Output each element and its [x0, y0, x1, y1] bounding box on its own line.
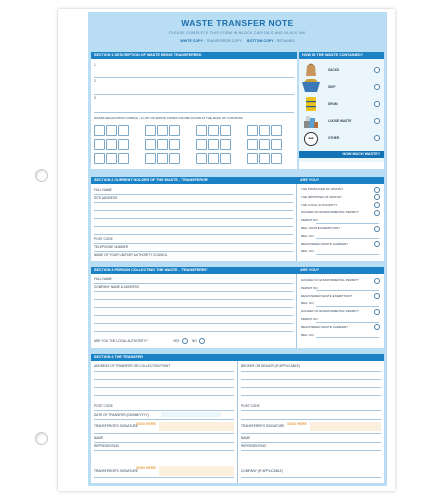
- permit-reg-number-label: PERMIT NO.: [301, 218, 319, 223]
- waste-code-box[interactable]: [106, 125, 117, 136]
- transferor-postcode-field[interactable]: [94, 243, 293, 244]
- option-other-checkbox[interactable]: [374, 135, 380, 141]
- transferor-full-name-field[interactable]: [94, 194, 293, 195]
- section-3-are-you-header: ARE YOU?: [297, 267, 384, 274]
- transferee-name-label: NAME: [241, 436, 251, 440]
- permit-reg-number-field[interactable]: [316, 322, 379, 323]
- transferor-signature-label: TRANSFEROR'S SIGNATURE: [94, 424, 138, 428]
- description-line-1[interactable]: [94, 77, 294, 78]
- bottom-copy-label: BOTTOM COPY: [246, 39, 274, 43]
- waste-code-box[interactable]: [259, 153, 270, 164]
- section-4: [91, 354, 384, 483]
- status-option-label: THE LOCAL AUTHORITY?: [301, 202, 338, 207]
- transferor-representing-label: REPRESENTING: [94, 444, 120, 448]
- waste-code-box[interactable]: [247, 139, 258, 150]
- option-drum-label: DRUM: [328, 102, 338, 106]
- transferor-name-field[interactable]: [94, 442, 234, 443]
- description-line-number: 2: [94, 79, 96, 83]
- transferor-telephone-label: TELEPHONE NUMBER: [94, 245, 129, 249]
- sacks-icon: [304, 61, 318, 77]
- broker-postcode-label: POST CODE: [241, 404, 260, 408]
- waste-code-box[interactable]: [157, 139, 168, 150]
- status-option-checkbox[interactable]: [374, 278, 380, 284]
- waste-code-box[interactable]: [145, 139, 156, 150]
- permit-reg-number-field[interactable]: [316, 223, 379, 224]
- status-option-checkbox[interactable]: [374, 309, 380, 315]
- transferor-address-line[interactable]: [94, 226, 293, 227]
- transferor-address-line[interactable]: [94, 210, 293, 211]
- yes-radio[interactable]: [182, 338, 188, 344]
- status-option-label: HOLDER OF ENVIRONMENTAL PERMIT?: [301, 309, 359, 314]
- waste-code-box[interactable]: [106, 139, 117, 150]
- sig2-underline: [94, 477, 234, 478]
- waste-code-box[interactable]: [196, 153, 207, 164]
- option-sacks-checkbox[interactable]: [374, 67, 380, 73]
- status-option-checkbox[interactable]: [374, 293, 380, 299]
- option-sacks-label: SACKS: [328, 68, 340, 72]
- option-skip-label: SKIP: [328, 85, 336, 89]
- waste-code-box[interactable]: [247, 125, 258, 136]
- transfer-address-line[interactable]: [94, 387, 234, 388]
- how-much-waste-header: [299, 151, 384, 158]
- waste-code-box[interactable]: [259, 139, 270, 150]
- permit-reg-number-label: PERMIT NO.: [301, 317, 319, 321]
- status-option-label: HOLDER OF ENVIRONMENTAL PERMIT?: [301, 210, 359, 215]
- waste-code-box[interactable]: [106, 153, 117, 164]
- regulation-codes-label: WASTE REGULATION CODE(S) - A LIST OF WASTE CODES CAN BE FOUND AT THE BACK OF THIS BOOK: [94, 116, 244, 120]
- status-option-checkbox[interactable]: [374, 210, 380, 216]
- no-radio[interactable]: [199, 338, 205, 344]
- waste-code-box[interactable]: [196, 125, 207, 136]
- transferee-name-field[interactable]: [241, 442, 381, 443]
- waste-code-box[interactable]: [145, 125, 156, 136]
- transfer-address-line[interactable]: [94, 379, 234, 380]
- transferee-signature-label: TRANSFEREE'S SIGNATURE: [241, 424, 285, 428]
- description-line-2[interactable]: [94, 94, 294, 95]
- transferee-full-name-field[interactable]: [94, 283, 293, 284]
- broker-extra-line[interactable]: [241, 419, 381, 420]
- how-much-waste-label: HOW MUCH WASTE?: [342, 152, 380, 156]
- waste-code-box[interactable]: [247, 153, 258, 164]
- waste-code-box[interactable]: [169, 153, 180, 164]
- form-title: WASTE TRANSFER NOTE: [181, 18, 294, 28]
- transferor-telephone-field[interactable]: [94, 251, 293, 252]
- white-copy-desc: - TRANSFEROR COPY: [202, 39, 242, 43]
- transferee-full-name-label: FULL NAME: [94, 277, 112, 281]
- status-option-label: REGISTERED WASTE CARRIER?: [301, 324, 348, 329]
- date-of-transfer-label: DATE OF TRANSFER (DD/MM/YYYY): [94, 413, 149, 417]
- sig-underline: [94, 433, 234, 434]
- transferor-name-label: NAME: [94, 436, 104, 440]
- option-skip-checkbox[interactable]: [374, 84, 380, 90]
- punch-hole-top: [35, 169, 48, 182]
- date-of-transfer-field[interactable]: [161, 412, 221, 417]
- section-2: [91, 177, 384, 261]
- status-option-checkbox[interactable]: [374, 194, 380, 200]
- description-line-3[interactable]: [94, 112, 294, 113]
- section-3-divider: [296, 274, 297, 348]
- waste-code-box[interactable]: [271, 139, 282, 150]
- form-sheet: [58, 9, 395, 491]
- permit-reg-number-label: REG. NO.: [301, 301, 315, 306]
- status-option-checkbox[interactable]: [374, 187, 380, 193]
- transferor-address-line[interactable]: [94, 234, 293, 235]
- containment-panel: [299, 52, 384, 169]
- waste-code-box[interactable]: [208, 125, 219, 136]
- option-loose-waste-checkbox[interactable]: [374, 118, 380, 124]
- waste-code-box[interactable]: [157, 153, 168, 164]
- waste-transfer-form: [88, 12, 387, 486]
- waste-code-box[interactable]: [118, 139, 129, 150]
- loose-waste-icon: [303, 113, 319, 129]
- broker-line[interactable]: [241, 379, 381, 380]
- description-line-number: 1: [94, 63, 96, 67]
- option-drum-checkbox[interactable]: [374, 101, 380, 107]
- containment-header: HOW IS THE WASTE CONTAINED?: [299, 52, 384, 59]
- transferee-address-line[interactable]: [94, 299, 293, 300]
- permit-reg-number-field[interactable]: [316, 306, 379, 307]
- permit-reg-number-label: REG. NO.: [301, 249, 315, 254]
- company-label: COMPANY (IF APPLICABLE): [241, 469, 283, 473]
- transferor-signature-2-label: TRANSFEROR'S SIGNATURE: [94, 469, 138, 473]
- status-option-label: THE IMPORTER OF WASTE?: [301, 194, 342, 199]
- status-option-checkbox[interactable]: [374, 241, 380, 247]
- transferee-representing-field[interactable]: [241, 450, 381, 451]
- section-1-header: SECTION 1 DESCRIPTION OF WASTE BEING TRANSFERRED: [91, 52, 297, 59]
- transferor-sign-here[interactable]: SIGN HERE: [136, 422, 156, 426]
- transferee-address-line[interactable]: [94, 323, 293, 324]
- punch-hole-bottom: [35, 432, 48, 445]
- unitary-authority-label: NAME OF YOUR UNITARY AUTHORITY COUNCIL: [94, 253, 168, 257]
- transfer-postcode-field[interactable]: [94, 410, 234, 411]
- status-option-checkbox[interactable]: [374, 226, 380, 232]
- option-loose-waste-label: LOOSE WASTE: [328, 119, 352, 123]
- waste-code-box[interactable]: [220, 139, 231, 150]
- broker-postcode-field[interactable]: [241, 410, 381, 411]
- waste-code-box[interactable]: [220, 125, 231, 136]
- section-2-are-you-header: ARE YOU?: [297, 177, 384, 184]
- copy-distribution: [88, 39, 387, 43]
- waste-code-box[interactable]: [259, 125, 270, 136]
- waste-code-box[interactable]: [196, 139, 207, 150]
- local-authority-question: ARE YOU THE LOCAL AUTHORITY?: [94, 339, 148, 343]
- status-option-checkbox[interactable]: [374, 202, 380, 208]
- transferee-address-line[interactable]: [94, 307, 293, 308]
- waste-code-box[interactable]: [118, 153, 129, 164]
- transfer-address-label: ADDRESS OF TRANSFER OR COLLECTION POINT: [94, 364, 171, 368]
- form-instructions: PLEASE COMPLETE THIS FORM IN BLOCK CAPITALS AND BLACK INK: [169, 31, 306, 35]
- company-field[interactable]: [241, 477, 381, 478]
- yes-label: YES: [173, 339, 180, 343]
- transferor-address-line[interactable]: [94, 218, 293, 219]
- permit-reg-number-field[interactable]: [316, 337, 379, 338]
- section-4-header: SECTION 4 THE TRANSFER: [91, 354, 384, 361]
- waste-code-box[interactable]: [208, 153, 219, 164]
- broker-line[interactable]: [241, 387, 381, 388]
- skip-icon: [301, 79, 321, 95]
- waste-code-box[interactable]: [94, 125, 105, 136]
- transferor-site-address-label: SITE ADDRESS: [94, 196, 118, 200]
- status-option-label: THE PRODUCER OF WASTE?: [301, 187, 344, 191]
- transferee-representing-label: REPRESENTING: [241, 444, 267, 448]
- transferee-address-line[interactable]: [94, 291, 293, 292]
- transferor-2-sign-here[interactable]: SIGN HERE: [136, 466, 156, 470]
- status-option-checkbox[interactable]: [374, 324, 380, 330]
- no-label: NO: [192, 339, 197, 343]
- transferee-signature-field[interactable]: [310, 422, 381, 431]
- status-option-label: REG. WASTE EXEMPTION?: [301, 226, 340, 230]
- section-1: [91, 52, 297, 169]
- sig-underline: [241, 433, 381, 434]
- section-3-header: SECTION 3 PERSON COLLECTING THE WASTE - 'TRANSFEREE': [91, 267, 297, 274]
- transferor-address-line[interactable]: [94, 202, 293, 203]
- broker-label: BROKER OR DEALER (IF APPLICABLE): [241, 364, 300, 368]
- section-4-divider: [237, 361, 238, 483]
- transferor-signature-field[interactable]: [159, 422, 234, 431]
- transferee-address-line[interactable]: [94, 331, 293, 332]
- waste-code-box[interactable]: [169, 139, 180, 150]
- transferee-address-line[interactable]: [94, 315, 293, 316]
- transferee-company-label: COMPANY NAME & ADDRESS: [94, 285, 140, 289]
- transferee-sign-here[interactable]: SIGN HERE: [287, 422, 307, 426]
- section-2-header: SECTION 2 CURRENT HOLDER OF THE WASTE - 'TRANSFEROR': [91, 177, 297, 184]
- white-copy-label: WHITE COPY: [180, 39, 203, 43]
- waste-code-box[interactable]: [208, 139, 219, 150]
- drum-icon: [304, 96, 318, 112]
- transferor-representing-field[interactable]: [94, 450, 234, 451]
- option-other-label: OTHER: [328, 136, 340, 140]
- broker-line[interactable]: [241, 395, 381, 396]
- permit-reg-number-field[interactable]: [316, 238, 379, 239]
- waste-code-box[interactable]: [94, 139, 105, 150]
- waste-code-box[interactable]: [157, 125, 168, 136]
- permit-reg-number-label: REG. NO.: [301, 233, 315, 238]
- waste-code-box[interactable]: [220, 153, 231, 164]
- other-icon: •••: [304, 132, 318, 146]
- status-option-label: REGISTERED WASTE CARRIER?: [301, 241, 348, 246]
- status-option-label: REGISTERED WASTE EXEMPTION?: [301, 293, 353, 298]
- status-option-label: HOLDER OF ENVIRONMENTAL PERMIT?: [301, 278, 359, 282]
- bottom-copy-desc: - RETAINED: [273, 39, 295, 43]
- description-line-number: 3: [94, 96, 96, 100]
- waste-code-box[interactable]: [271, 125, 282, 136]
- waste-code-box[interactable]: [118, 125, 129, 136]
- permit-reg-number-field[interactable]: [316, 254, 379, 255]
- transferor-signature-2-field[interactable]: [159, 466, 234, 476]
- permit-reg-number-label: PERMIT NO.: [301, 285, 319, 290]
- transfer-address-line[interactable]: [94, 395, 234, 396]
- waste-code-box[interactable]: [271, 153, 282, 164]
- section-2-divider: [296, 184, 297, 261]
- permit-reg-number-label: REG. NO.: [301, 332, 315, 337]
- waste-code-box[interactable]: [145, 153, 156, 164]
- transferor-full-name-label: FULL NAME: [94, 188, 112, 192]
- waste-code-box[interactable]: [94, 153, 105, 164]
- transferor-postcode-label: POST CODE: [94, 237, 113, 241]
- date-underline: [94, 419, 234, 420]
- section-3: [91, 267, 384, 348]
- permit-reg-number-field[interactable]: [316, 290, 379, 291]
- broker-line[interactable]: [241, 371, 381, 372]
- transfer-postcode-label: POST CODE: [94, 404, 113, 408]
- waste-code-box[interactable]: [169, 125, 180, 136]
- transfer-address-line[interactable]: [94, 371, 234, 372]
